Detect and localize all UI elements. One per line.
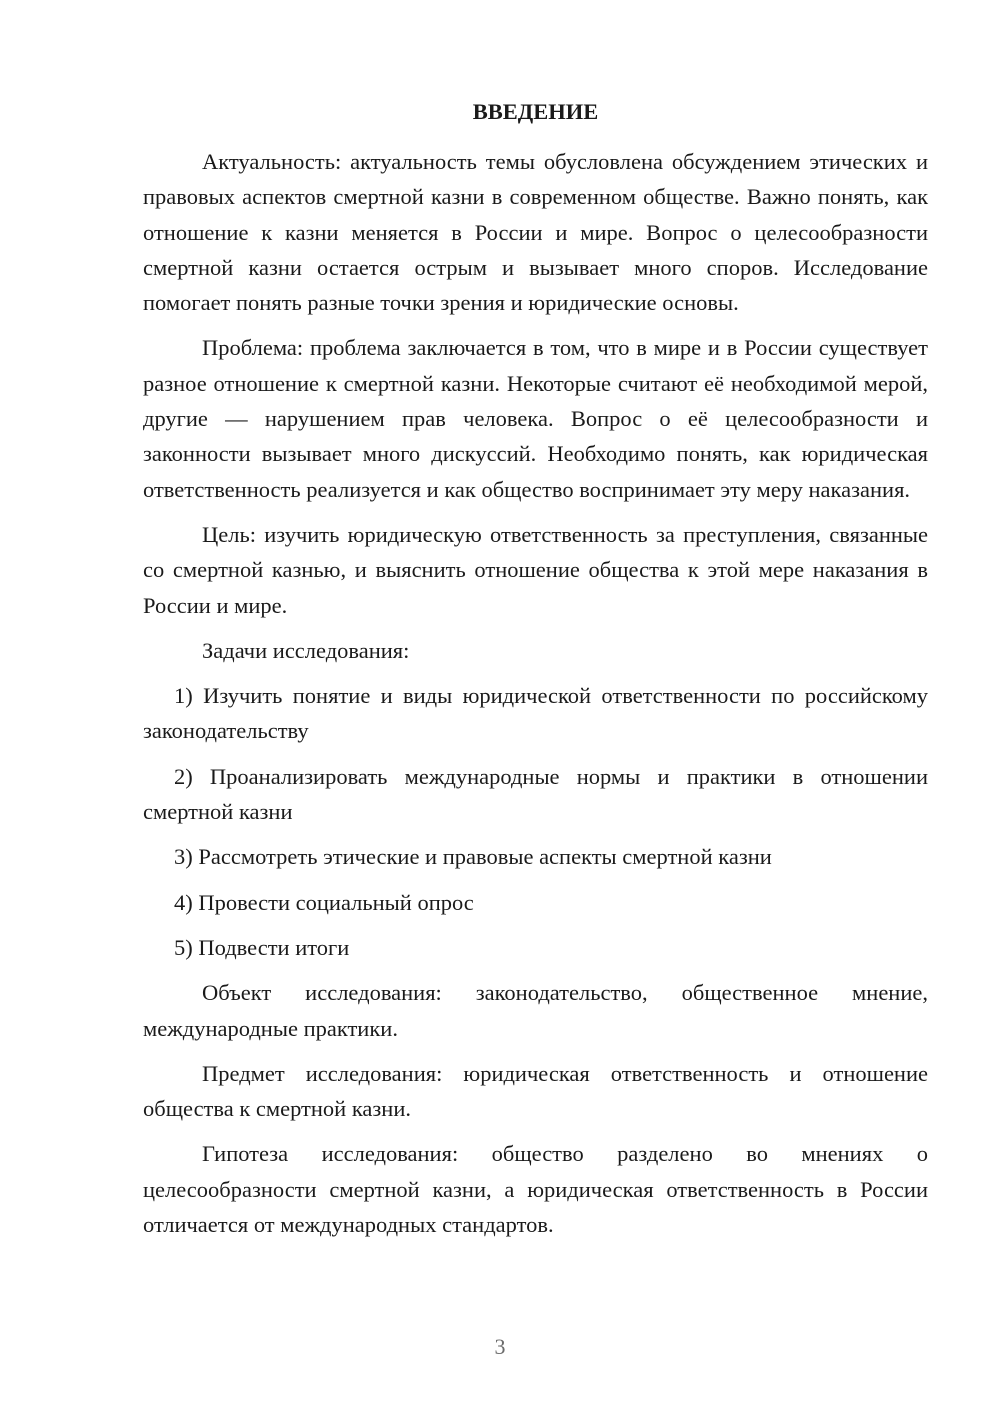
paragraph-tasks-heading: Задачи исследования: (202, 637, 410, 663)
list-item: 4) Провести социальный опрос (174, 889, 474, 915)
list-item: 5) Подвести итоги (174, 934, 350, 960)
list-item: 3) Рассмотреть этические и правовые аспекты смертной казни (174, 844, 772, 870)
page-content (143, 94, 928, 1252)
paragraph-subject: Предмет исследования: юридическая ответственность и отношение общества к смертной казни. (143, 1060, 928, 1122)
paragraph-hypothesis: Гипотеза исследования: общество разделено во мнениях о целесообразности смертной казни, а юридическая ответственность в России отличается от международных стандартов. (143, 1141, 928, 1238)
paragraph-relevance: Актуальность: актуальность темы обусловлена обсуждением этических и правовых аспектов смертной казни в современном обществе. Важно понять, как отношение к казни меняется в России и мире. Вопрос о целесообразности смертной казни остается острым и вызывает много споров. Исследование помогает понять разные точки зрения и юридические основы. (143, 149, 928, 316)
paragraph-object: Объект исследования: законодательство, общественное мнение, международные практики. (143, 980, 928, 1041)
paragraph-goal: Цель: изучить юридическую ответственность за преступления, связанные со смертной казнью, и выяснить отношение общества к этой мере наказания в России и мире. (143, 521, 928, 618)
section-title: ВВЕДЕНИЕ (472, 99, 599, 124)
paragraph-problem: Проблема: проблема заключается в том, что в мире и в России существует разное отношение к смертной казни. Некоторые считают её необходимой мерой, другие — нарушением прав человека. Вопрос о её целесообразности и законности вызывает много дискуссий. Необходимо понять, как юридическая ответственность реализуется и как общество воспринимает эту меру наказания. (143, 335, 928, 502)
list-item: 2) Проанализировать международные нормы и практики в отношении смертной казни (143, 763, 928, 825)
page-number: 3 (494, 1334, 506, 1359)
tasks-list (143, 678, 928, 965)
list-item: 1) Изучить понятие и виды юридической ответственности по российскому законодательству (143, 683, 928, 744)
